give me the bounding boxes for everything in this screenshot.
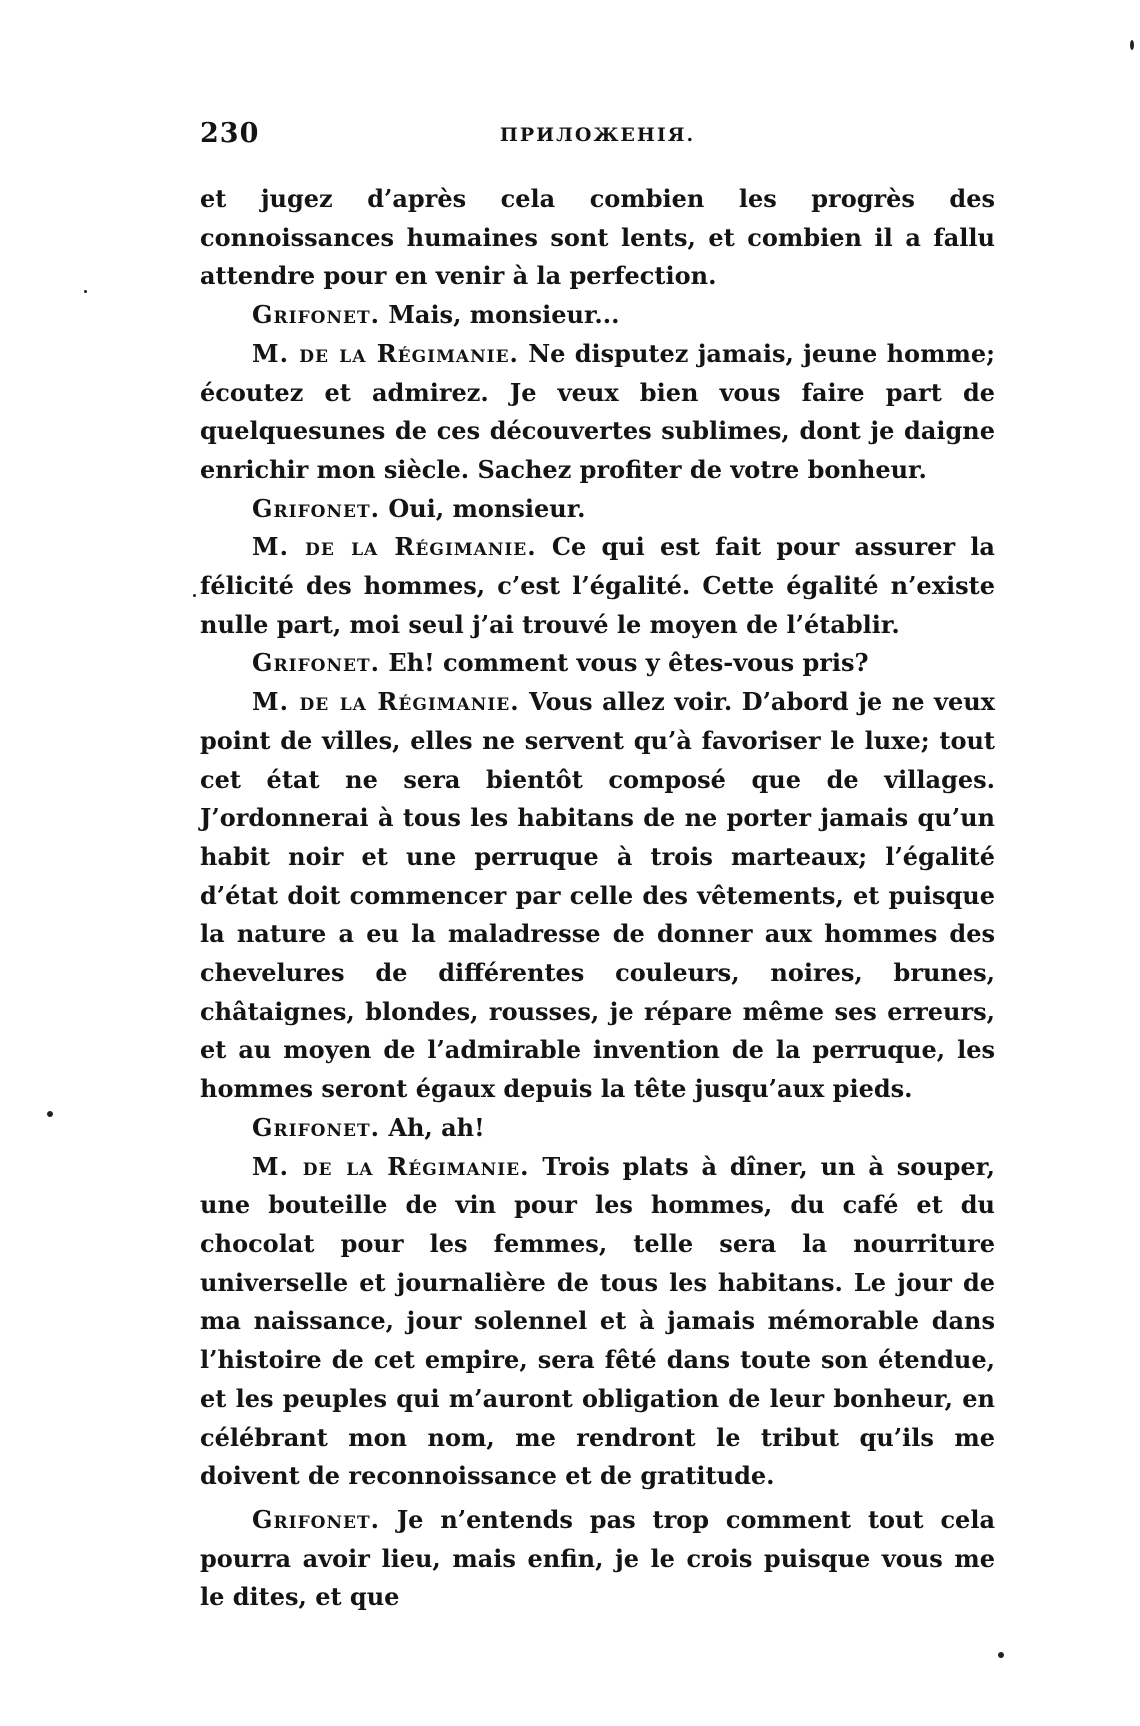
speaker-name: M. de la Régimanie. [252, 1151, 530, 1181]
dialogue-text: Eh! comment vous y êtes-vous pris? [379, 648, 869, 678]
dialogue-line [200, 1109, 995, 1148]
dialogue-text: Vous allez voir. D’abord je ne veux point de villes, elles ne servent qu’à favoriser le luxe; tout cet état ne sera bientôt composé que de villages. J’ordonnerai à tous les habitans de ne porter jamais qu’un habit noir et une perruque à trois marteaux; l’égalité d’état doit commencer par celle des vêtements, et puisque la nature a eu la maladresse de donner aux hommes des chevelures de différentes couleurs, noires, brunes, châtaignes, blondes, rousses, je répare même ses erreurs, et au moyen de l’admirable invention de la perruque, les hommes seront égaux depuis la tête jusqu’aux pieds. [200, 687, 995, 1104]
speaker-name: Grifonet. [252, 1504, 380, 1534]
dialogue-line [200, 1501, 995, 1617]
speaker-name: Grifonet. [252, 648, 380, 678]
dialogue-text: Ce qui est fait pour assurer la félicité des hommes, c’est l’égalité. Cette égalité n’existe nulle part, moi seul j’ai trouvé le moyen de l’établir. [200, 532, 995, 639]
speaker-name: Grifonet. [252, 300, 380, 330]
dialogue-text: Trois plats à dîner, un à souper, une bouteille de vin pour les hommes, du café et du chocolat pour les femmes, telle sera la nourriture universelle et journalière de tous les habitans. Le jour de ma naissance, jour solennel et à jamais mémorable dans l’histoire de cet empire, sera fêté dans toute son étendue, et les peuples qui m’auront obligation de leur bonheur, en célébrant mon nom, me rendront le tribut qu’ils me doivent de reconnoissance et de gratitude. [200, 1151, 995, 1491]
speaker-name: M. de la Régimanie. [252, 338, 519, 368]
dialogue-line [200, 296, 995, 335]
body-text [200, 180, 995, 1617]
page-number: 230 [200, 118, 260, 149]
dialogue-line [200, 644, 995, 683]
dialogue-line [200, 1148, 995, 1496]
dialogue-line [200, 683, 995, 1109]
speaker-name: M. de la Régimanie. [252, 687, 520, 717]
ink-speck [84, 290, 87, 293]
dialogue-line [200, 490, 995, 529]
ink-speck [47, 1111, 53, 1117]
dialogue-line [200, 528, 995, 644]
ink-speck [193, 594, 196, 597]
speaker-name: Grifonet. [252, 493, 380, 523]
speaker-name: M. de la Régimanie. [252, 532, 537, 562]
dialogue-text: Mais, monsieur... [379, 300, 620, 330]
paragraph-text: et jugez d’après cela combien les progrès des connoissances humaines sont lents, et combien il a fallu attendre pour en venir à la perfection. [200, 184, 995, 291]
dialogue-text: Je n’entends pas trop comment tout cela pourra avoir lieu, mais enfin, je le crois puisque vous me le dites, et que [200, 1504, 995, 1612]
dialogue-text: Ne disputez jamais, jeune homme; écoutez et admirez. Je veux bien vous faire part de quelquesunes de ces découvertes sublimes, dont je daigne enrichir mon siècle. Sachez profiter de votre bonheur. [200, 338, 995, 484]
dialogue-line [200, 335, 995, 490]
page-header [200, 118, 995, 158]
speaker-name: Grifonet. [252, 1112, 380, 1142]
dialogue-text: Ah, ah! [379, 1112, 485, 1142]
ink-speck [998, 1652, 1004, 1658]
dialogue-text: Oui, monsieur. [379, 493, 586, 523]
ink-speck [1130, 40, 1134, 50]
paragraph-continuation [200, 180, 995, 296]
running-head: ПРИЛОЖЕНІЯ. [499, 124, 696, 146]
